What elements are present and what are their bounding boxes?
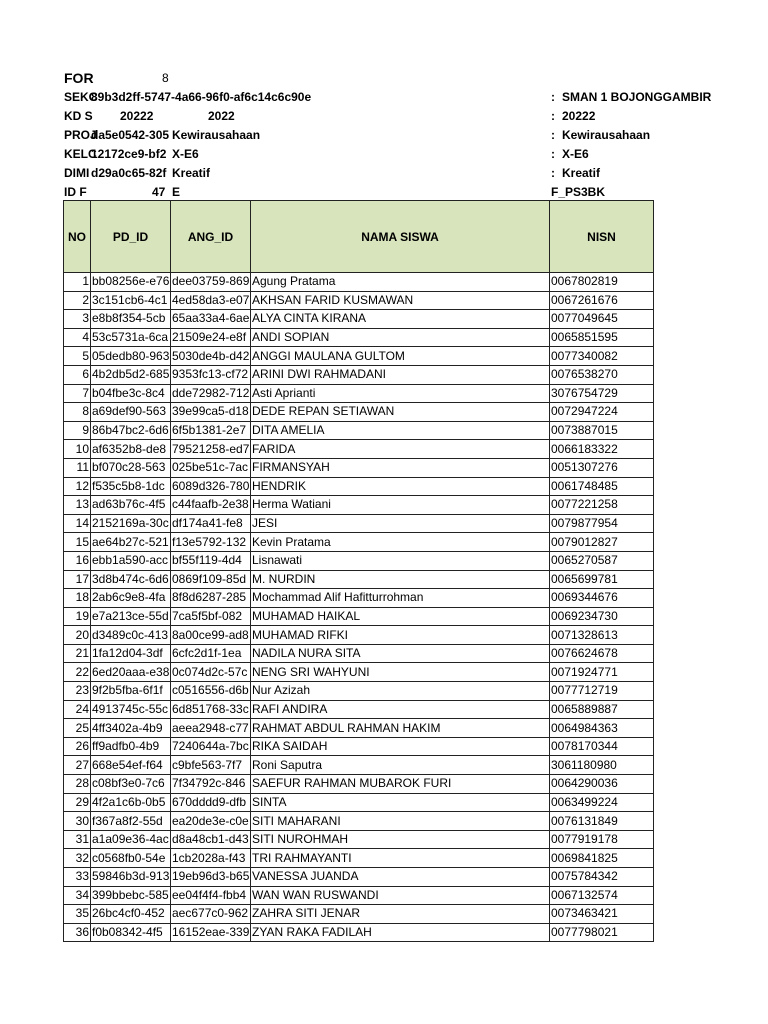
nisn-cell: 0073887015 — [550, 421, 654, 440]
student-table — [63, 200, 654, 942]
pd-id-cell: 3c151cb6-4c1 — [91, 291, 171, 310]
nisn-cell: 0078170344 — [550, 737, 654, 756]
pd-id-cell: bf070c28-563 — [91, 458, 171, 477]
row-no: 16 — [64, 551, 91, 570]
ang-id-cell: 9353fc13-cf72 — [171, 365, 251, 384]
pd-id-cell: a1a09e36-4ac — [91, 830, 171, 849]
table-row — [64, 700, 654, 719]
header-colon: : — [551, 128, 555, 142]
nisn-cell: 3061180980 — [550, 756, 654, 775]
nisn-cell: 0071328613 — [550, 626, 654, 645]
table-row — [64, 440, 654, 459]
student-name-cell: MUHAMAD HAIKAL — [251, 607, 550, 626]
nisn-cell: 0064984363 — [550, 719, 654, 738]
nisn-cell: 0077712719 — [550, 682, 654, 701]
row-no: 35 — [64, 905, 91, 924]
pd-id-cell: 9f2b5fba-6f1f — [91, 682, 171, 701]
table-row — [64, 551, 654, 570]
nisn-cell: 0077049645 — [550, 310, 654, 329]
header-value: da5e0542-305 — [91, 128, 170, 142]
student-name-cell: M. NURDIN — [251, 570, 550, 589]
student-name-cell: JESI — [251, 514, 550, 533]
ang-id-cell: 19eb96d3-b65 — [171, 868, 251, 887]
nisn-cell: 0077798021 — [550, 923, 654, 942]
table-row — [64, 719, 654, 738]
pd-id-cell: e7a213ce-55d — [91, 607, 171, 626]
nisn-cell: 0075784342 — [550, 868, 654, 887]
row-no: 11 — [64, 458, 91, 477]
row-no: 28 — [64, 775, 91, 794]
nisn-cell: 0073463421 — [550, 905, 654, 924]
table-header-row — [64, 201, 654, 273]
row-no: 22 — [64, 663, 91, 682]
table-row — [64, 923, 654, 942]
student-name-cell: SINTA — [251, 793, 550, 812]
row-no: 8 — [64, 403, 91, 422]
nisn-cell: 0067802819 — [550, 273, 654, 292]
ang-id-cell: 7ca5f5bf-082 — [171, 607, 251, 626]
ang-id-cell: ee04f4f4-fbb4 — [171, 886, 251, 905]
nisn-cell: 0051307276 — [550, 458, 654, 477]
nisn-cell: 0063499224 — [550, 793, 654, 812]
header-colon: : — [551, 147, 555, 161]
student-name-cell: VANESSA JUANDA — [251, 868, 550, 887]
header-value: 47 — [152, 185, 166, 199]
pd-id-cell: 86b47bc2-6d6 — [91, 421, 171, 440]
student-name-cell: FIRMANSYAH — [251, 458, 550, 477]
table-row — [64, 663, 654, 682]
student-name-cell: MUHAMAD RIFKI — [251, 626, 550, 645]
ang-id-cell: d8a48cb1-d43 — [171, 830, 251, 849]
student-name-cell: Herma Watiani — [251, 496, 550, 515]
ang-id-cell: 79521258-ed7 — [171, 440, 251, 459]
ang-id-cell: 21509e24-e8f — [171, 328, 251, 347]
row-no: 26 — [64, 737, 91, 756]
student-name-cell: ZAHRA SITI JENAR — [251, 905, 550, 924]
row-no: 36 — [64, 923, 91, 942]
header-right-value: X-E6 — [562, 147, 589, 161]
header-colon: : — [551, 109, 555, 123]
row-no: 13 — [64, 496, 91, 515]
col-ang-id-header: ANG_ID — [171, 201, 251, 273]
pd-id-cell: 668e54ef-f64 — [91, 756, 171, 775]
student-name-cell: ANGGI MAULANA GULTOM — [251, 347, 550, 366]
nisn-cell: 0072947224 — [550, 403, 654, 422]
nisn-cell: 0066183322 — [550, 440, 654, 459]
student-name-cell: RAFI ANDIRA — [251, 700, 550, 719]
nisn-cell: 0076624678 — [550, 644, 654, 663]
pd-id-cell: ff9adfb0-4b9 — [91, 737, 171, 756]
header-extra: Kewirausahaan — [172, 128, 261, 142]
row-no: 14 — [64, 514, 91, 533]
pd-id-cell: 3d8b474c-6d6 — [91, 570, 171, 589]
student-name-cell: Kevin Pratama — [251, 533, 550, 552]
row-no: 15 — [64, 533, 91, 552]
col-no-header: NO — [64, 201, 91, 273]
table-row — [64, 589, 654, 608]
header-label: PROJ — [64, 128, 97, 142]
pd-id-cell: c08bf3e0-7c6 — [91, 775, 171, 794]
ang-id-cell: c9bfe563-7f7 — [171, 756, 251, 775]
pd-id-cell: 4ff3402a-4b9 — [91, 719, 171, 738]
student-name-cell: Agung Pratama — [251, 273, 550, 292]
pd-id-cell: e8b8f354-5cb — [91, 310, 171, 329]
table-row — [64, 868, 654, 887]
pd-id-cell: 59846b3d-913 — [91, 868, 171, 887]
table-row — [64, 533, 654, 552]
header-right-value: SMAN 1 BOJONGGAMBIR — [562, 90, 712, 104]
pd-id-cell: 4f2a1c6b-0b5 — [91, 793, 171, 812]
nisn-cell: 0069841825 — [550, 849, 654, 868]
row-no: 27 — [64, 756, 91, 775]
header-value: d29a0c65-82f — [91, 166, 167, 180]
nisn-cell: 0065889887 — [550, 700, 654, 719]
student-name-cell: Mochammad Alif Hafitturrohman — [251, 589, 550, 608]
table-row — [64, 793, 654, 812]
ang-id-cell: 16152eae-339 — [171, 923, 251, 942]
nisn-cell: 0069234730 — [550, 607, 654, 626]
row-no: 30 — [64, 812, 91, 831]
pd-id-cell: 399bbebc-585 — [91, 886, 171, 905]
ang-id-cell: f13e5792-132 — [171, 533, 251, 552]
student-name-cell: DITA AMELIA — [251, 421, 550, 440]
ang-id-cell: 7f34792c-846 — [171, 775, 251, 794]
table-row — [64, 682, 654, 701]
student-name-cell: ARINI DWI RAHMADANI — [251, 365, 550, 384]
pd-id-cell: ad63b76c-4f5 — [91, 496, 171, 515]
table-row — [64, 477, 654, 496]
student-name-cell: RIKA SAIDAH — [251, 737, 550, 756]
nisn-cell: 0079877954 — [550, 514, 654, 533]
table-row — [64, 886, 654, 905]
student-name-cell: SITI MAHARANI — [251, 812, 550, 831]
table-row — [64, 328, 654, 347]
ang-id-cell: ea20de3e-c0e — [171, 812, 251, 831]
ang-id-cell: c0516556-d6b — [171, 682, 251, 701]
table-row — [64, 310, 654, 329]
table-row — [64, 496, 654, 515]
header-colon: : — [551, 90, 555, 104]
pd-id-cell: b04fbe3c-8c4 — [91, 384, 171, 403]
nisn-cell: 0076131849 — [550, 812, 654, 831]
ang-id-cell: 4ed58da3-e07 — [171, 291, 251, 310]
nisn-cell: 0077340082 — [550, 347, 654, 366]
student-name-cell: ALYA CINTA KIRANA — [251, 310, 550, 329]
nisn-cell: 0061748485 — [550, 477, 654, 496]
pd-id-cell: c0568fb0-54e — [91, 849, 171, 868]
pd-id-cell: 2ab6c9e8-4fa — [91, 589, 171, 608]
student-name-cell: DEDE REPAN SETIAWAN — [251, 403, 550, 422]
pd-id-cell: 4913745c-55c — [91, 700, 171, 719]
ang-id-cell: 6cfc2d1f-1ea — [171, 644, 251, 663]
row-no: 25 — [64, 719, 91, 738]
row-no: 6 — [64, 365, 91, 384]
row-no: 29 — [64, 793, 91, 812]
row-no: 17 — [64, 570, 91, 589]
ang-id-cell: 6089d326-780 — [171, 477, 251, 496]
row-no: 2 — [64, 291, 91, 310]
row-no: 1 — [64, 273, 91, 292]
header-extra: E — [172, 185, 181, 199]
student-name-cell: RAHMAT ABDUL RAHMAN HAKIM — [251, 719, 550, 738]
header-label: ID F — [64, 185, 87, 199]
nisn-cell: 0065699781 — [550, 570, 654, 589]
ang-id-cell: bf55f119-4d4 — [171, 551, 251, 570]
student-name-cell: HENDRIK — [251, 477, 550, 496]
header-label: SEKC — [64, 90, 98, 104]
pd-id-cell: ae64b27c-521 — [91, 533, 171, 552]
table-row — [64, 775, 654, 794]
ang-id-cell: 7240644a-7bc — [171, 737, 251, 756]
ang-id-cell: 0869f109-85d — [171, 570, 251, 589]
nisn-cell: 0067261676 — [550, 291, 654, 310]
nisn-cell: 0077221258 — [550, 496, 654, 515]
header-right-value: 20222 — [562, 109, 596, 123]
form-title: FOR — [64, 70, 94, 86]
header-label: DIMI — [64, 166, 90, 180]
table-row — [64, 905, 654, 924]
row-no: 18 — [64, 589, 91, 608]
student-name-cell: TRI RAHMAYANTI — [251, 849, 550, 868]
header-value: 89b3d2ff-5747-4a66-96f0-af6c14c6c90e — [91, 90, 312, 104]
nisn-cell: 0079012827 — [550, 533, 654, 552]
student-name-cell: NADILA NURA SITA — [251, 644, 550, 663]
pd-id-cell: 4b2db5d2-685 — [91, 365, 171, 384]
ang-id-cell: 025be51c-7ac — [171, 458, 251, 477]
row-no: 7 — [64, 384, 91, 403]
nisn-cell: 0071924771 — [550, 663, 654, 682]
col-nama-siswa-header: NAMA SISWA — [251, 201, 550, 273]
table-row — [64, 830, 654, 849]
header-value: 20222 — [120, 109, 154, 123]
table-row — [64, 570, 654, 589]
student-name-cell: WAN WAN RUSWANDI — [251, 886, 550, 905]
row-no: 33 — [64, 868, 91, 887]
ang-id-cell: dee03759-869 — [171, 273, 251, 292]
row-no: 12 — [64, 477, 91, 496]
table-row — [64, 607, 654, 626]
header-value: 12172ce9-bf2 — [91, 147, 167, 161]
row-no: 5 — [64, 347, 91, 366]
table-row — [64, 458, 654, 477]
student-name-cell: AKHSAN FARID KUSMAWAN — [251, 291, 550, 310]
ang-id-cell: 8a00ce99-ad8 — [171, 626, 251, 645]
table-row — [64, 403, 654, 422]
nisn-cell: 0065270587 — [550, 551, 654, 570]
pd-id-cell: 1fa12d04-3df — [91, 644, 171, 663]
pd-id-cell: 05dedb80-963 — [91, 347, 171, 366]
header-colon: : — [551, 166, 555, 180]
form-number: 8 — [162, 71, 169, 85]
row-no: 4 — [64, 328, 91, 347]
ang-id-cell: 6f5b1381-2e7 — [171, 421, 251, 440]
header-extra: 2022 — [208, 109, 235, 123]
row-no: 21 — [64, 644, 91, 663]
table-row — [64, 421, 654, 440]
pd-id-cell: bb08256e-e76 — [91, 273, 171, 292]
pd-id-cell: f535c5b8-1dc — [91, 477, 171, 496]
col-nisn-header: NISN — [550, 201, 654, 273]
row-no: 20 — [64, 626, 91, 645]
header-right-value: Kewirausahaan — [562, 128, 651, 142]
table-row — [64, 812, 654, 831]
nisn-cell: 3076754729 — [550, 384, 654, 403]
ang-id-cell: c44faafb-2e38 — [171, 496, 251, 515]
pd-id-cell: f0b08342-4f5 — [91, 923, 171, 942]
student-name-cell: Nur Azizah — [251, 682, 550, 701]
table-row — [64, 365, 654, 384]
ang-id-cell: df174a41-fe8 — [171, 514, 251, 533]
ang-id-cell: aeea2948-c77 — [171, 719, 251, 738]
ang-id-cell: 5030de4b-d42 — [171, 347, 251, 366]
pd-id-cell: 6ed20aaa-e38 — [91, 663, 171, 682]
table-row — [64, 756, 654, 775]
table-row — [64, 273, 654, 292]
header-label: KD S — [64, 109, 93, 123]
pd-id-cell: 26bc4cf0-452 — [91, 905, 171, 924]
student-name-cell: SITI NUROHMAH — [251, 830, 550, 849]
table-row — [64, 644, 654, 663]
pd-id-cell: d3489c0c-413 — [91, 626, 171, 645]
table-row — [64, 291, 654, 310]
ang-id-cell: 8f8d6287-285 — [171, 589, 251, 608]
pd-id-cell: f367a8f2-55d — [91, 812, 171, 831]
table-row — [64, 626, 654, 645]
table-row — [64, 514, 654, 533]
ang-id-cell: dde72982-712 — [171, 384, 251, 403]
table-row — [64, 849, 654, 868]
header-extra: X-E6 — [172, 147, 199, 161]
header-extra: Kreatif — [172, 166, 211, 180]
ang-id-cell: 65aa33a4-6ae — [171, 310, 251, 329]
nisn-cell: 0067132574 — [550, 886, 654, 905]
student-name-cell: Roni Saputra — [251, 756, 550, 775]
header-label: KELC — [64, 147, 97, 161]
table-body — [64, 273, 654, 942]
ang-id-cell: 39e99ca5-d18 — [171, 403, 251, 422]
table-row — [64, 737, 654, 756]
nisn-cell: 0065851595 — [550, 328, 654, 347]
row-no: 9 — [64, 421, 91, 440]
student-name-cell: ANDI SOPIAN — [251, 328, 550, 347]
row-no: 24 — [64, 700, 91, 719]
pd-id-cell: 2152169a-30c — [91, 514, 171, 533]
pd-id-cell: a69def90-563 — [91, 403, 171, 422]
ang-id-cell: 0c074d2c-57c — [171, 663, 251, 682]
row-no: 10 — [64, 440, 91, 459]
header-right-value: F_PS3BK — [551, 185, 606, 199]
student-name-cell: Lisnawati — [251, 551, 550, 570]
nisn-cell: 0064290036 — [550, 775, 654, 794]
pd-id-cell: af6352b8-de8 — [91, 440, 171, 459]
row-no: 31 — [64, 830, 91, 849]
pd-id-cell: 53c5731a-6ca — [91, 328, 171, 347]
row-no: 32 — [64, 849, 91, 868]
ang-id-cell: aec677c0-962 — [171, 905, 251, 924]
row-no: 19 — [64, 607, 91, 626]
nisn-cell: 0069344676 — [550, 589, 654, 608]
row-no: 34 — [64, 886, 91, 905]
table-row — [64, 347, 654, 366]
student-name-cell: ZYAN RAKA FADILAH — [251, 923, 550, 942]
ang-id-cell: 1cb2028a-f43 — [171, 849, 251, 868]
table-row — [64, 384, 654, 403]
nisn-cell: 0077919178 — [550, 830, 654, 849]
pd-id-cell: ebb1a590-acc — [91, 551, 171, 570]
row-no: 3 — [64, 310, 91, 329]
student-name-cell: SAEFUR RAHMAN MUBAROK FURI — [251, 775, 550, 794]
header-right-value: Kreatif — [562, 166, 601, 180]
student-name-cell: Asti Aprianti — [251, 384, 550, 403]
col-pd-id-header: PD_ID — [91, 201, 171, 273]
nisn-cell: 0076538270 — [550, 365, 654, 384]
student-name-cell: NENG SRI WAHYUNI — [251, 663, 550, 682]
ang-id-cell: 670dddd9-dfb — [171, 793, 251, 812]
student-name-cell: FARIDA — [251, 440, 550, 459]
row-no: 23 — [64, 682, 91, 701]
ang-id-cell: 6d851768-33c — [171, 700, 251, 719]
